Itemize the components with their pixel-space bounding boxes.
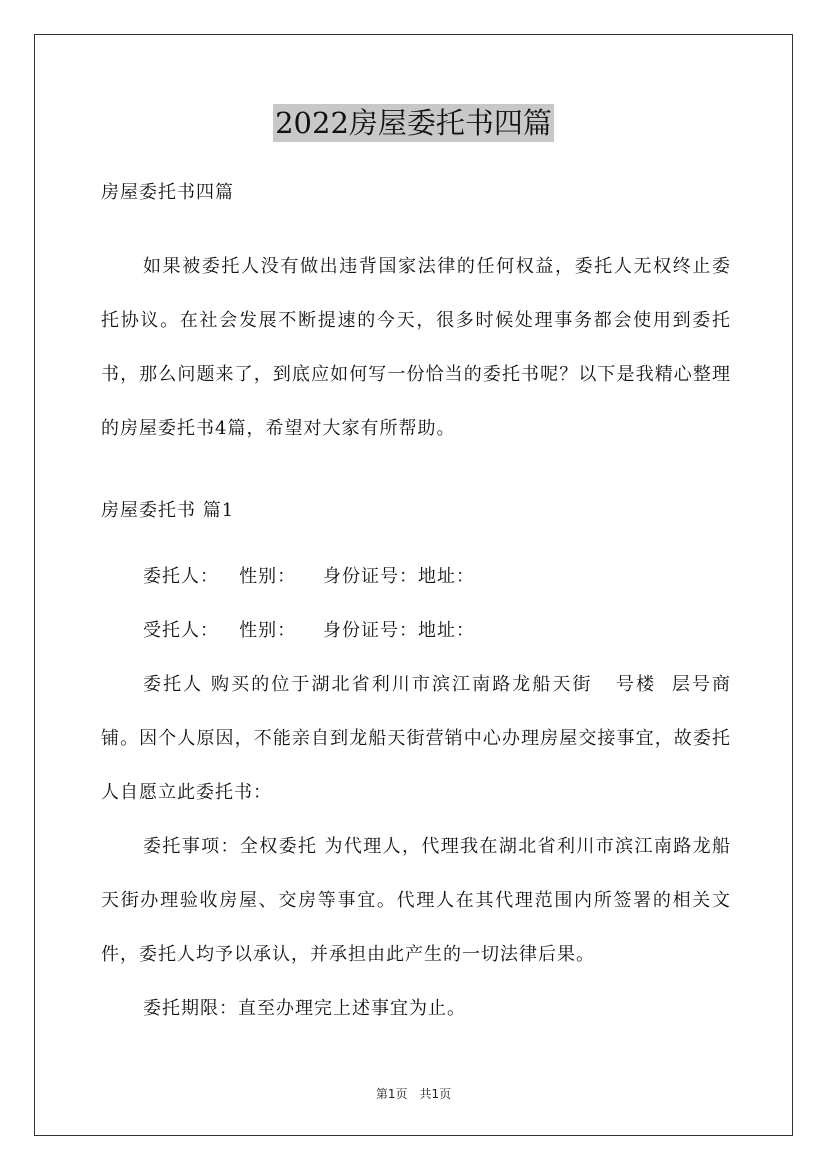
entrustment-period-paragraph: 委托期限：直至办理完上述事宜为止。 xyxy=(143,998,466,1019)
document-title: 2022房屋委托书四篇 xyxy=(275,106,552,140)
title-container xyxy=(0,104,827,142)
document-body xyxy=(101,172,731,1036)
entrustment-matters-paragraph: 委托事项：全权委托 为代理人，代理我在湖北省利川市滨江南路龙船天街办理验收房屋、交房等事宜。代理人在其代理范围内所签署的相关文件，委托人均予以承认，并承担由此产生的一切法律后果。 xyxy=(101,836,731,965)
principal-info-line: 委托人： 性别： 身份证号：地址： xyxy=(143,566,476,587)
page-number-footer: 第1页 共1页 xyxy=(375,1087,452,1101)
agent-info-line: 受托人： 性别： 身份证号：地址： xyxy=(143,620,476,641)
section-heading: 房屋委托书四篇 xyxy=(101,182,234,203)
article-heading: 房屋委托书 篇1 xyxy=(101,500,235,521)
property-paragraph: 委托人 购买的位于湖北省利川市滨江南路龙船天街 号楼 层号商铺。因个人原因，不能亲自到龙船天街营销中心办理房屋交接事宜，故委托人自愿立此委托书： xyxy=(101,674,731,803)
intro-paragraph: 如果被委托人没有做出违背国家法律的任何权益，委托人无权终止委托协议。在社会发展不断提速的今天，很多时候处理事务都会使用到委托书，那么问题来了，到底应如何写一份恰当的委托书呢？以下是我精心整理的房屋委托书4篇，希望对大家有所帮助。 xyxy=(101,256,731,439)
